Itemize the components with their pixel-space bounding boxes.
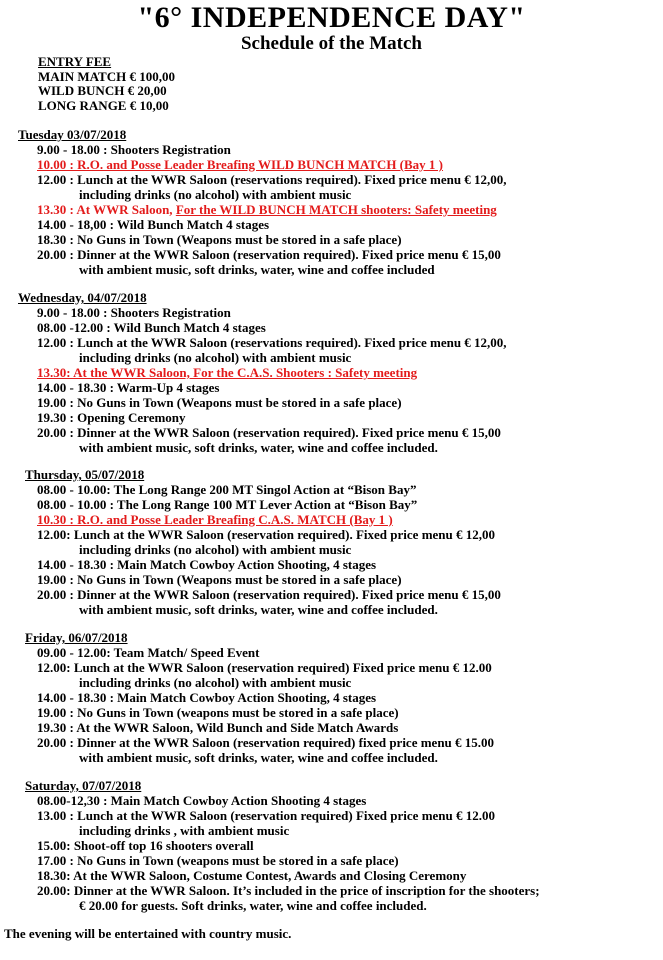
schedule-entry: 19.30 : Opening Ceremony <box>37 410 186 425</box>
schedule-entry-cont: with ambient music, soft drinks, water, wine and coffee included. <box>79 602 438 617</box>
fee-main-match: MAIN MATCH € 100,00 <box>38 68 175 84</box>
footer-note: The evening will be entertained with country music. <box>4 926 292 941</box>
schedule-entry-highlight: 10.00 : R.O. and Posse Leader Breafing WILD BUNCH MATCH (Bay 1 ) <box>37 157 444 172</box>
schedule-entry: 15.00: Shoot-off top 16 shooters overall <box>37 838 254 853</box>
schedule-entry: 18.30: At the WWR Saloon, Costume Contest, Awards and Closing Ceremony <box>37 868 467 883</box>
schedule-entry: 12.00 : Lunch at the WWR Saloon (reservations required). Fixed price menu € 12,00, <box>37 172 507 187</box>
day-heading-tuesday: Tuesday 03/07/2018 <box>18 127 127 142</box>
schedule-entry-cont: including drinks (no alcohol) with ambient music <box>79 187 352 202</box>
schedule-entry: 14.00 - 18.30 : Main Match Cowboy Action Shooting, 4 stages <box>37 557 377 572</box>
schedule-entry: 08.00-12,30 : Main Match Cowboy Action Shooting 4 stages <box>37 793 367 808</box>
schedule-entry-cont: € 20.00 for guests. Soft drinks, water, wine and coffee included. <box>79 898 427 913</box>
schedule-entry: 14.00 - 18,00 : Wild Bunch Match 4 stages <box>37 217 270 232</box>
schedule-entry: 13.00 : Lunch at the WWR Saloon (reservation required) Fixed price menu € 12.00 <box>37 808 496 823</box>
schedule-entry: 09.00 - 12.00: Team Match/ Speed Event <box>37 645 260 660</box>
schedule-entry: 20.00 : Dinner at the WWR Saloon (reservation required). Fixed price menu € 15,00 <box>37 247 501 262</box>
schedule-entry-cont: with ambient music, soft drinks, water, wine and coffee included. <box>79 750 438 765</box>
schedule-entry: 19.00 : No Guns in Town (Weapons must be stored in a safe place) <box>37 572 402 587</box>
entry-fee-block <box>38 55 175 113</box>
day-heading-thursday: Thursday, 05/07/2018 <box>25 467 145 482</box>
schedule-entry: 14.00 - 18.30 : Main Match Cowboy Action Shooting, 4 stages <box>37 690 377 705</box>
fee-wild-bunch: WILD BUNCH € 20,00 <box>38 83 167 99</box>
schedule-entry: 9.00 - 18.00 : Shooters Registration <box>37 305 231 320</box>
safety-meeting-text: For the WILD BUNCH MATCH shooters: Safety meeting <box>175 202 497 217</box>
entry-fee-heading: ENTRY FEE <box>38 54 112 69</box>
schedule-entry: 19.00 : No Guns in Town (Weapons must be stored in a safe place) <box>37 395 402 410</box>
schedule-entry: 20.00 : Dinner at the WWR Saloon (reservation required) fixed price menu € 15.00 <box>37 735 495 750</box>
schedule-entry-cont: including drinks , with ambient music <box>79 823 290 838</box>
schedule-entry: 12.00 : Lunch at the WWR Saloon (reservations required). Fixed price menu € 12,00, <box>37 335 507 350</box>
schedule-entry-cont: including drinks (no alcohol) with ambient music <box>79 542 352 557</box>
schedule-entry: 17.00 : No Guns in Town (weapons must be stored in a safe place) <box>37 853 399 868</box>
schedule-entry-cont: including drinks (no alcohol) with ambient music <box>79 350 352 365</box>
schedule-entry-highlight <box>37 203 497 218</box>
schedule-entry-cont: with ambient music, soft drinks, water, wine and coffee included <box>79 262 435 277</box>
schedule-entry: 14.00 - 18.30 : Warm-Up 4 stages <box>37 380 220 395</box>
schedule-entry-highlight: 10.30 : R.O. and Posse Leader Breafing C.A.S. MATCH (Bay 1 ) <box>37 512 393 527</box>
schedule-entry-cont: including drinks (no alcohol) with ambient music <box>79 675 352 690</box>
day-heading-friday: Friday, 06/07/2018 <box>25 630 128 645</box>
schedule-entry: 20.00 : Dinner at the WWR Saloon (reservation required). Fixed price menu € 15,00 <box>37 425 501 440</box>
schedule-entry: 18.30 : No Guns in Town (Weapons must be stored in a safe place) <box>37 232 402 247</box>
schedule-entry: 19.30 : At the WWR Saloon, Wild Bunch and Side Match Awards <box>37 720 399 735</box>
schedule-entry-highlight: 13.30: At the WWR Saloon, For the C.A.S. Shooters : Safety meeting <box>37 365 418 380</box>
schedule-entry: 19.00 : No Guns in Town (weapons must be stored in a safe place) <box>37 705 399 720</box>
safety-meeting-time: 13.30 : At WWR Saloon, <box>37 202 176 217</box>
fee-long-range: LONG RANGE € 10,00 <box>38 97 169 113</box>
schedule-entry: 12.00: Lunch at the WWR Saloon (reservation required). Fixed price menu € 12,00 <box>37 527 496 542</box>
page-title: "6° INDEPENDENCE DAY" <box>137 1 526 34</box>
day-heading-saturday: Saturday, 07/07/2018 <box>25 778 142 793</box>
schedule-entry: 08.00 -12.00 : Wild Bunch Match 4 stages <box>37 320 266 335</box>
schedule-entry: 08.00 - 10.00 : The Long Range 100 MT Lever Action at “Bison Bay” <box>37 497 418 512</box>
schedule-entry: 20.00 : Dinner at the WWR Saloon (reservation required). Fixed price menu € 15,00 <box>37 587 501 602</box>
schedule-entry: 20.00: Dinner at the WWR Saloon. It’s included in the price of inscription for the shooters; <box>37 883 540 898</box>
schedule-entry: 9.00 - 18.00 : Shooters Registration <box>37 142 231 157</box>
day-heading-wednesday: Wednesday, 04/07/2018 <box>18 290 147 305</box>
schedule-entry-cont: with ambient music, soft drinks, water, wine and coffee included. <box>79 440 438 455</box>
schedule-entry: 12.00: Lunch at the WWR Saloon (reservation required) Fixed price menu € 12.00 <box>37 660 492 675</box>
page-subtitle: Schedule of the Match <box>240 33 422 54</box>
schedule-entry: 08.00 - 10.00: The Long Range 200 MT Singol Action at “Bison Bay” <box>37 482 417 497</box>
